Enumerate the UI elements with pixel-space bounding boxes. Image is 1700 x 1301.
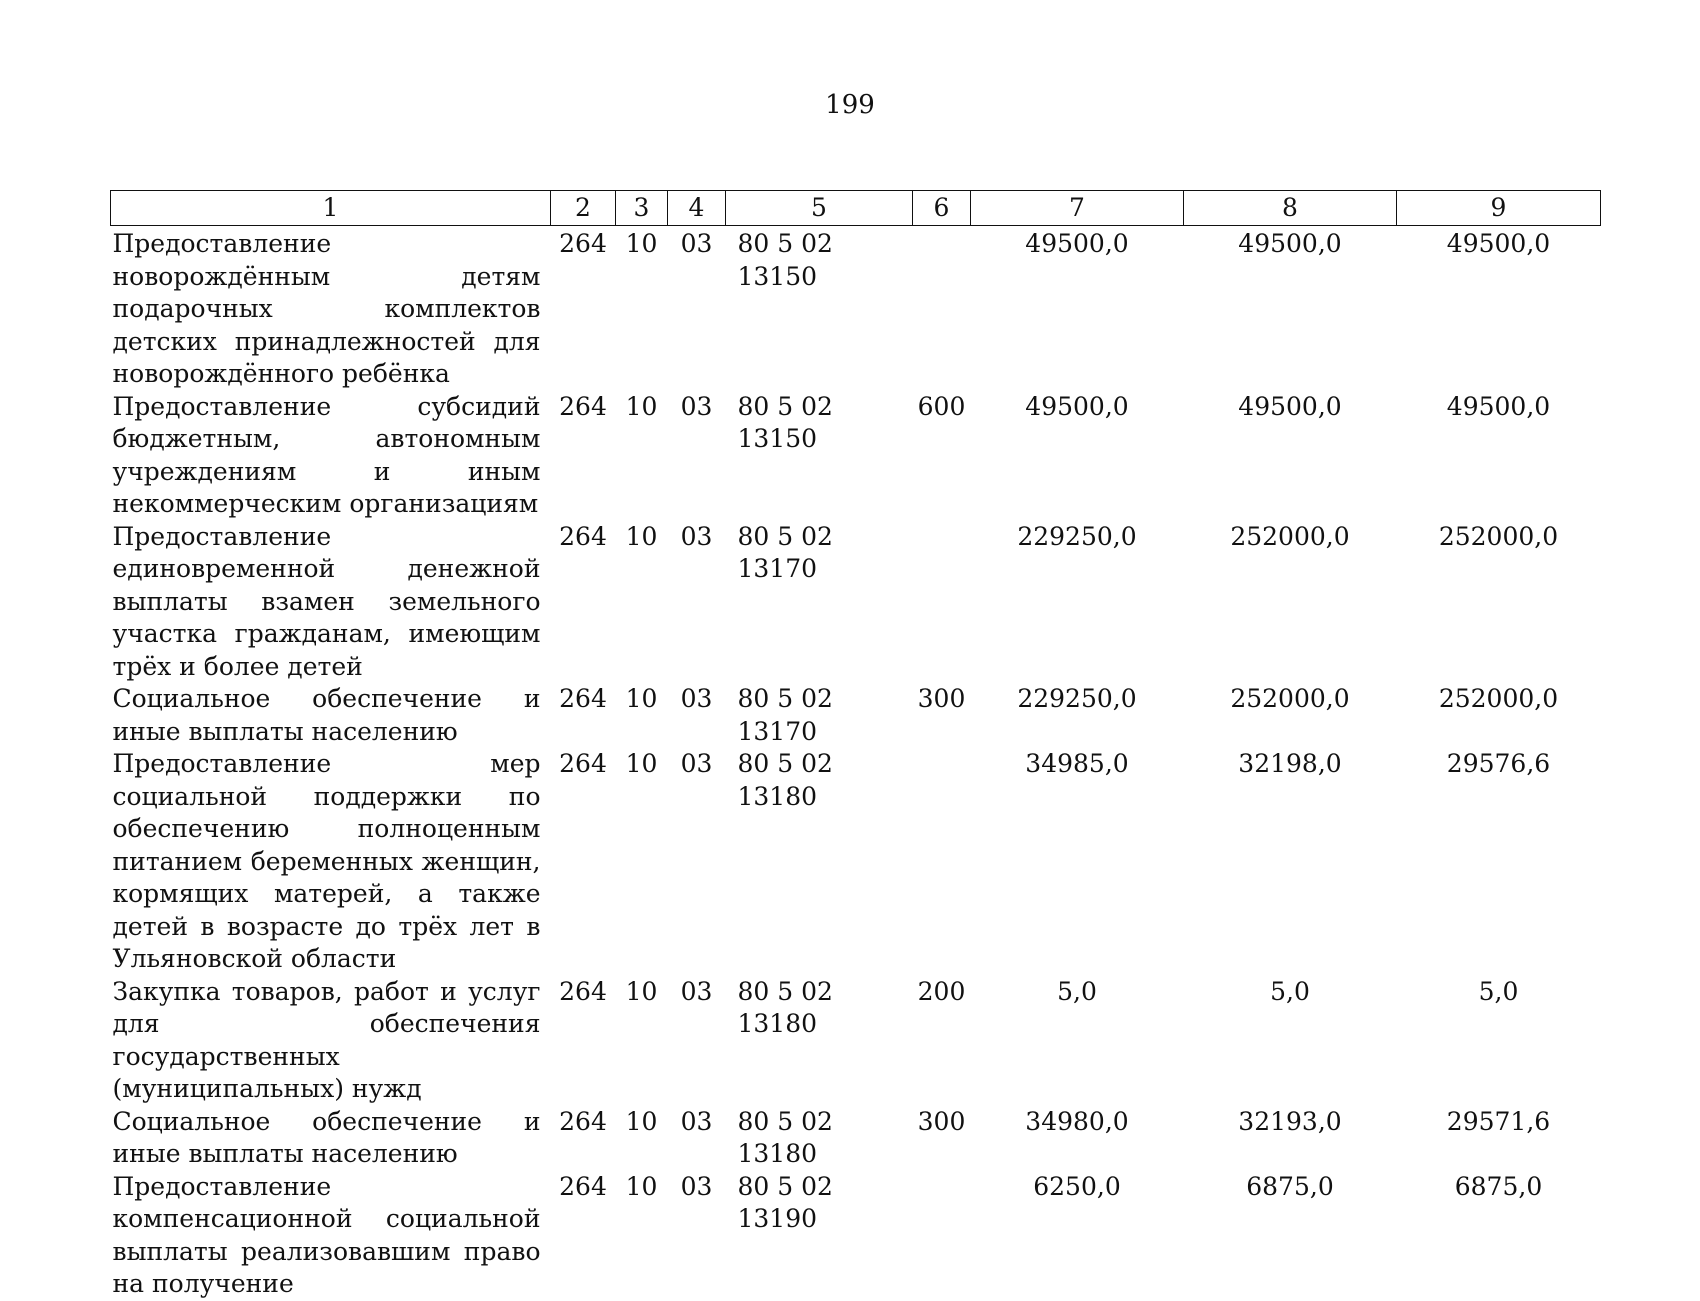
cell-col-8: 32198,0: [1238, 749, 1342, 778]
cell-col-6: 600: [917, 391, 966, 421]
cell-col-5: 80 5 02 13190: [737, 1171, 833, 1233]
table-row: [111, 683, 1601, 748]
cell-col-5: 80 5 02 13170: [737, 521, 833, 583]
header-col-6: 6: [913, 191, 971, 226]
table-row: [111, 391, 1601, 521]
cell-col-3: 10: [625, 521, 658, 551]
cell-col-6: 200: [917, 976, 966, 1006]
header-col-7: 7: [971, 191, 1184, 226]
cell-col-6: [913, 521, 971, 684]
header-col-9: 9: [1397, 191, 1601, 226]
cell-col-5: 80 5 02 13180: [737, 976, 833, 1038]
cell-col-7: 49500,0: [1025, 229, 1129, 258]
cell-col-2: 264: [559, 1106, 607, 1136]
table-row: [111, 1106, 1601, 1171]
row-name: Социальное обеспечение и иные выплаты населению: [112, 1106, 541, 1168]
cell-col-6: [913, 1171, 971, 1301]
table-row: [111, 521, 1601, 684]
cell-col-9: 49500,0: [1446, 229, 1551, 258]
cell-col-8: 252000,0: [1230, 521, 1350, 551]
cell-col-7: 6250,0: [1033, 1171, 1121, 1201]
header-col-8: 8: [1184, 191, 1397, 226]
cell-col-3: 10: [625, 749, 658, 778]
header-col-4: 4: [668, 191, 726, 226]
cell-col-7: 229250,0: [1017, 684, 1137, 713]
cell-col-5: 80 5 02 13180: [737, 1106, 833, 1168]
cell-col-7: 34985,0: [1025, 749, 1129, 778]
cell-col-8: 49500,0: [1238, 229, 1342, 258]
cell-col-3: 10: [625, 976, 658, 1006]
cell-col-4: 03: [680, 1106, 713, 1136]
cell-col-6: [913, 748, 971, 976]
cell-col-2: 264: [559, 391, 607, 421]
row-name: Предоставление субсидий бюджетным, автономным учреждениям и иным некоммерческим организациям: [112, 391, 541, 518]
row-name: Предоставление единовременной денежной выплаты взамен земельного участка гражданам, имеющим трёх и более детей: [112, 521, 541, 681]
row-name: Социальное обеспечение и иные выплаты населению: [112, 684, 541, 746]
cell-col-4: 03: [680, 1171, 713, 1201]
cell-col-9: 252000,0: [1438, 684, 1559, 713]
cell-col-4: 03: [680, 749, 713, 778]
header-col-5: 5: [726, 191, 913, 226]
cell-col-5: 80 5 02 13170: [737, 684, 833, 746]
table-header: [111, 191, 1601, 226]
cell-col-2: 264: [559, 229, 607, 258]
cell-col-4: 03: [680, 391, 713, 421]
cell-col-8: 32193,0: [1238, 1106, 1342, 1136]
cell-col-2: 264: [559, 521, 607, 551]
cell-col-2: 264: [559, 1171, 607, 1201]
table-row: [111, 226, 1601, 391]
cell-col-8: 5,0: [1270, 976, 1310, 1006]
cell-col-4: 03: [680, 229, 713, 258]
cell-col-7: 49500,0: [1025, 391, 1129, 421]
row-name: Закупка товаров, работ и услуг для обеспечения государственных (муниципальных) нужд: [112, 976, 541, 1103]
row-name: Предоставление мер социальной поддержки по обеспечению полноценным питанием беременных женщин, кормящих матерей, а также детей в возрасте до трёх лет в Ульяновской области: [112, 749, 541, 973]
cell-col-2: 264: [559, 749, 607, 778]
cell-col-3: 10: [625, 229, 658, 258]
cell-col-4: 03: [680, 684, 713, 713]
cell-col-6: 300: [917, 1106, 966, 1136]
page-number: 199: [825, 90, 875, 120]
row-name: Предоставление компенсационной социальной выплаты реализовавшим право на получение: [112, 1171, 541, 1298]
cell-col-5: 80 5 02 13180: [737, 749, 833, 811]
cell-col-7: 34980,0: [1025, 1106, 1129, 1136]
cell-col-5: 80 5 02 13150: [737, 229, 833, 291]
cell-col-3: 10: [625, 391, 658, 421]
cell-col-2: 264: [559, 976, 607, 1006]
cell-col-9: 5,0: [1478, 976, 1519, 1006]
cell-col-9: 6875,0: [1454, 1171, 1543, 1201]
header-row: [111, 191, 1601, 226]
cell-col-4: 03: [680, 976, 713, 1006]
cell-col-3: 10: [625, 1106, 658, 1136]
header-col-3: 3: [616, 191, 668, 226]
row-name: Предоставление новорождённым детям подарочных комплектов детских принадлежностей для новорождённого ребёнка: [112, 229, 541, 388]
cell-col-7: 5,0: [1057, 976, 1097, 1006]
cell-col-6: 300: [917, 684, 966, 713]
cell-col-2: 264: [559, 684, 607, 713]
table-body: [111, 226, 1601, 1301]
cell-col-3: 10: [625, 684, 658, 713]
cell-col-5: 80 5 02 13150: [737, 391, 833, 453]
cell-col-8: 6875,0: [1246, 1171, 1334, 1201]
cell-col-9: 29576,6: [1446, 749, 1551, 778]
cell-col-9: 29571,6: [1446, 1106, 1551, 1136]
header-col-1: 1: [111, 191, 551, 226]
cell-col-4: 03: [680, 521, 713, 551]
budget-table: [110, 190, 1601, 1301]
cell-col-7: 229250,0: [1017, 521, 1137, 551]
table-row: [111, 748, 1601, 976]
table-row: [111, 1171, 1601, 1301]
cell-col-9: 252000,0: [1438, 521, 1559, 551]
cell-col-8: 252000,0: [1230, 684, 1350, 713]
header-col-2: 2: [551, 191, 616, 226]
cell-col-9: 49500,0: [1446, 391, 1551, 421]
cell-col-6: [913, 226, 971, 391]
cell-col-3: 10: [625, 1171, 658, 1201]
table-row: [111, 976, 1601, 1106]
cell-col-8: 49500,0: [1238, 391, 1342, 421]
